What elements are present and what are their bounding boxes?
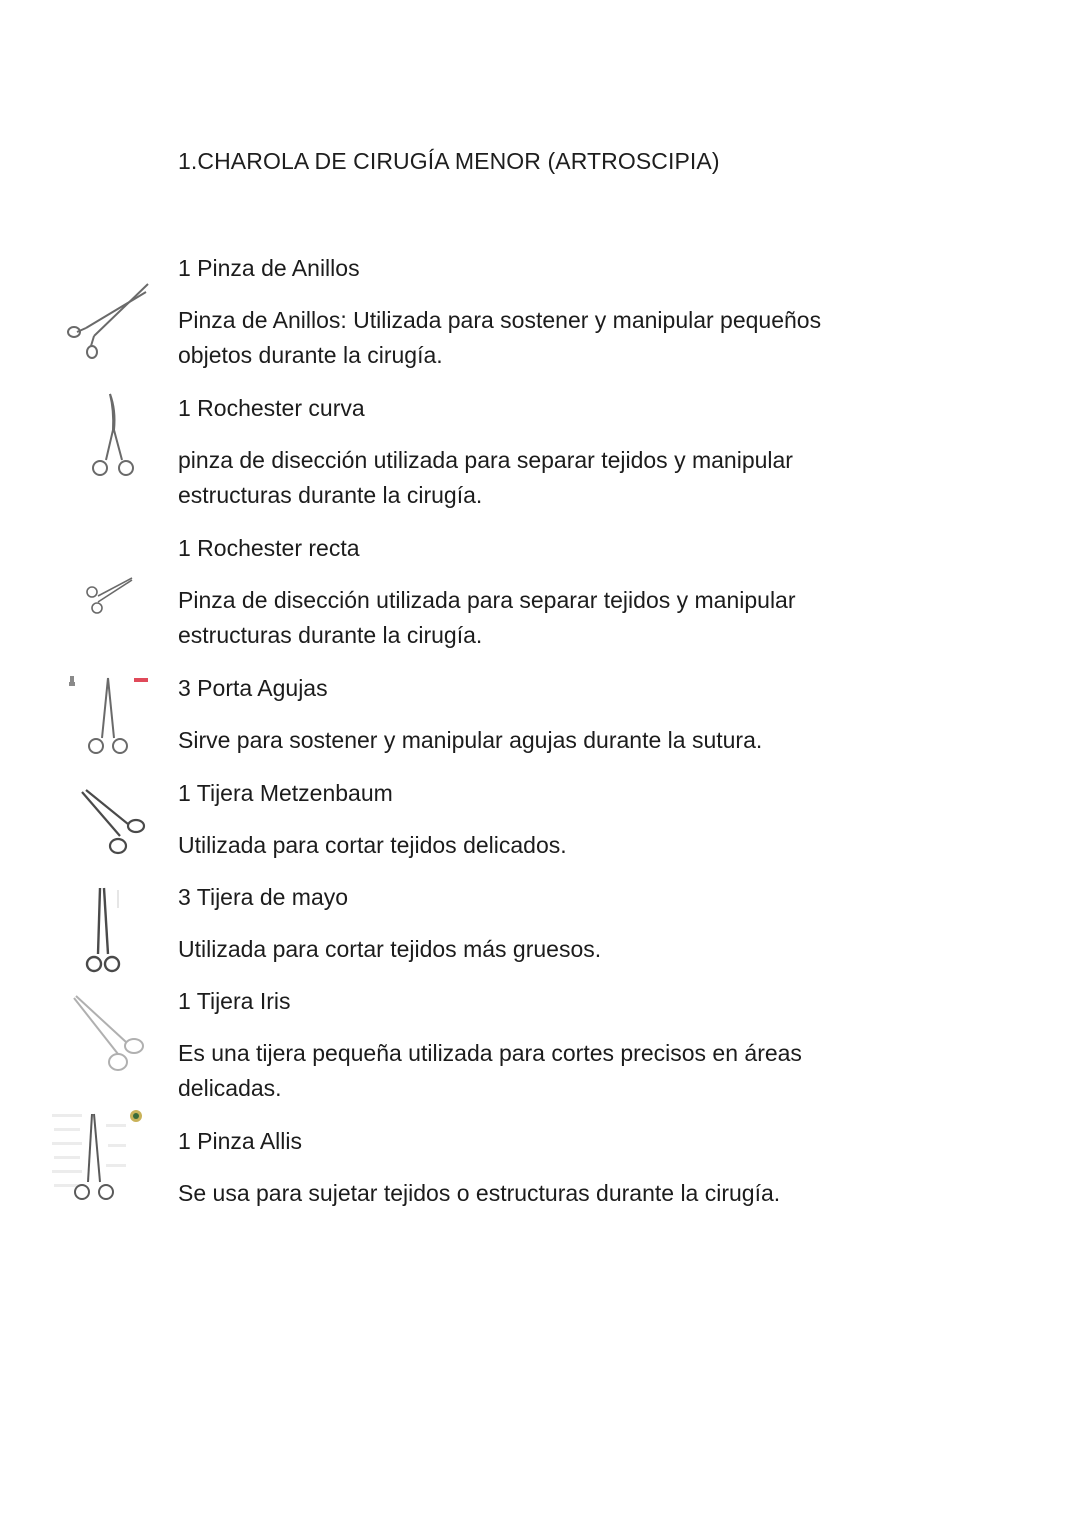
instrument-description: Se usa para sujetar tejidos o estructuras durante la cirugía. xyxy=(178,1180,781,1206)
instrument-description: Utilizada para cortar tejidos más gruesos. xyxy=(178,936,602,962)
straight-rochester-forceps-icon xyxy=(80,574,136,616)
instrument-description: Pinza de Anillos: Utilizada para sostener y manipular pequeños objetos durante la cirugía. xyxy=(178,307,822,368)
needle-holder-icon xyxy=(66,672,152,760)
document-title: 1.CHAROLA DE CIRUGÍA MENOR (ARTROSCIPIA) xyxy=(178,148,720,174)
instrument-heading: 1 Pinza de Anillos xyxy=(178,255,360,281)
mayo-scissors-icon xyxy=(82,884,128,980)
instrument-description: Sirve para sostener y manipular agujas durante la sutura. xyxy=(178,727,763,753)
instrument-description: Utilizada para cortar tejidos delicados. xyxy=(178,832,567,858)
allis-forceps-icon xyxy=(46,1104,150,1210)
instrument-heading: 3 Tijera de mayo xyxy=(178,884,349,910)
instrument-heading: 3 Porta Agujas xyxy=(178,675,328,701)
instrument-description: Es una tijera pequeña utilizada para cortes precisos en áreas delicadas. xyxy=(178,1040,802,1101)
instrument-heading: 1 Tijera Iris xyxy=(178,988,291,1014)
instrument-heading: 1 Pinza Allis xyxy=(178,1128,303,1154)
instrument-description: pinza de disección utilizada para separar tejidos y manipular estructuras durante la cirugía. xyxy=(178,447,793,508)
instrument-heading: 1 Rochester recta xyxy=(178,535,360,561)
instrument-heading: 1 Rochester curva xyxy=(178,395,365,421)
iris-scissors-icon xyxy=(68,994,150,1074)
instrument-description: Pinza de disección utilizada para separar tejidos y manipular estructuras durante la cirugía. xyxy=(178,587,796,648)
metzenbaum-scissors-icon xyxy=(76,786,150,858)
ring-forceps-icon xyxy=(64,280,152,366)
curved-rochester-forceps-icon xyxy=(86,390,140,482)
instrument-heading: 1 Tijera Metzenbaum xyxy=(178,780,393,806)
